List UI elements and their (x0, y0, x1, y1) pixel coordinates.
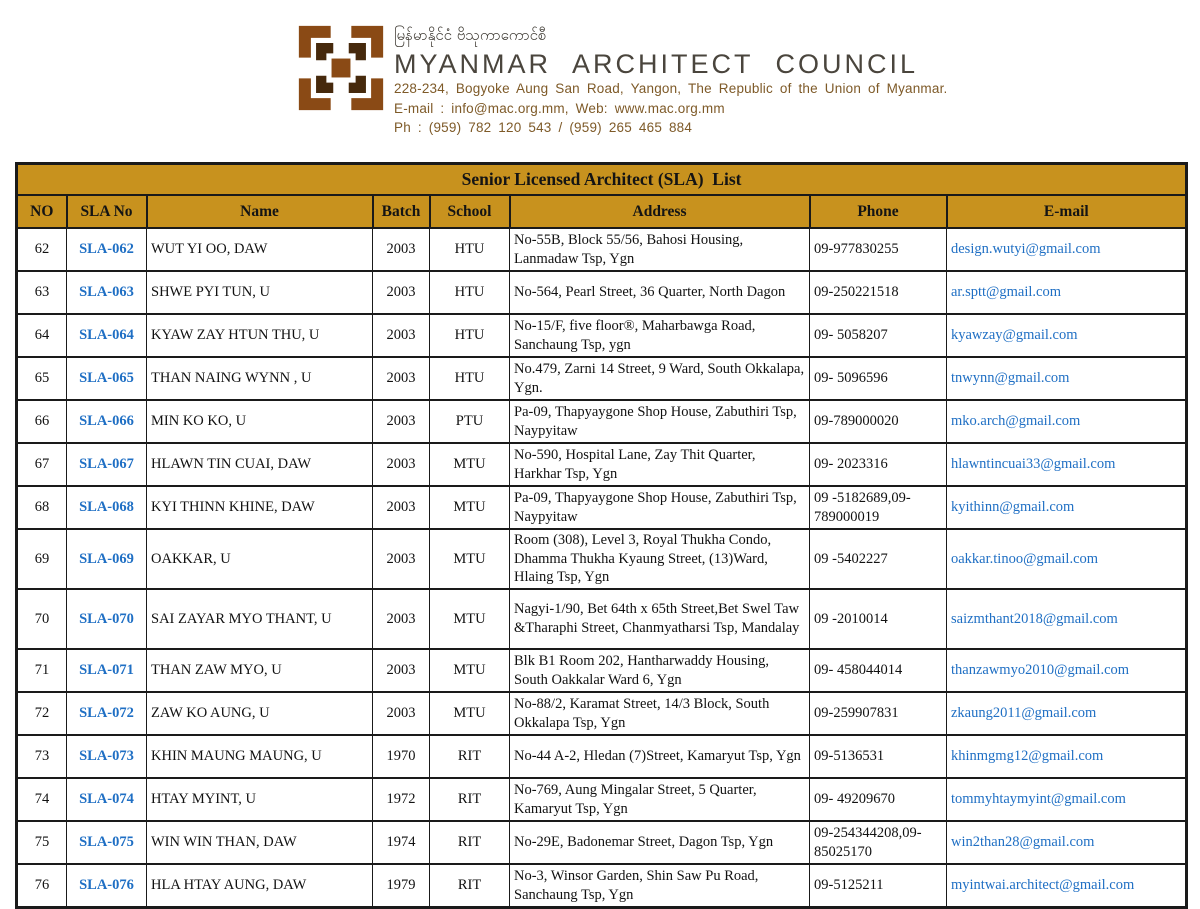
cell-name: HLA HTAY AUNG, DAW (147, 864, 373, 908)
cell-batch: 2003 (373, 589, 430, 649)
cell-address: No-590, Hospital Lane, Zay Thit Quarter, Harkhar Tsp, Ygn (510, 443, 810, 486)
cell-no: 70 (17, 589, 67, 649)
cell-name: SHWE PYI TUN, U (147, 271, 373, 314)
letterhead (298, 22, 948, 137)
cell-no: 71 (17, 649, 67, 692)
sla-table-body (17, 228, 1187, 908)
table-row (17, 589, 1187, 649)
cell-sla-no (67, 271, 147, 314)
sla-no-link[interactable]: SLA-063 (79, 284, 134, 301)
email-link[interactable]: kyithinn@gmail.com (951, 499, 1075, 516)
cell-batch: 1970 (373, 735, 430, 778)
cell-school: RIT (430, 864, 510, 908)
cell-sla-no (67, 735, 147, 778)
cell-address: No.479, Zarni 14 Street, 9 Ward, South Okkalapa, Ygn. (510, 357, 810, 400)
email-link[interactable]: design.wutyi@gmail.com (951, 241, 1101, 258)
cell-school: RIT (430, 778, 510, 821)
cell-name: KYAW ZAY HTUN THU, U (147, 314, 373, 357)
sla-no-link[interactable]: SLA-071 (79, 662, 134, 679)
cell-address: No-769, Aung Mingalar Street, 5 Quarter, Kamaryut Tsp, Ygn (510, 778, 810, 821)
cell-no: 72 (17, 692, 67, 735)
cell-phone: 09- 5096596 (810, 357, 947, 400)
cell-phone: 09 -5182689,09-789000019 (810, 486, 947, 529)
column-header-name: Name (147, 195, 373, 228)
cell-school: MTU (430, 589, 510, 649)
table-row (17, 486, 1187, 529)
cell-sla-no (67, 589, 147, 649)
table-row (17, 228, 1187, 271)
email-link[interactable]: mko.arch@gmail.com (951, 413, 1081, 430)
sla-no-link[interactable]: SLA-066 (79, 413, 134, 430)
cell-batch: 2003 (373, 443, 430, 486)
cell-address: No-3, Winsor Garden, Shin Saw Pu Road, Sanchaung Tsp, Ygn (510, 864, 810, 908)
cell-phone: 09 -2010014 (810, 589, 947, 649)
sla-no-link[interactable]: SLA-073 (79, 748, 134, 765)
cell-no: 74 (17, 778, 67, 821)
mac-logo-icon (298, 25, 384, 111)
org-address: 228-234, Bogyoke Aung San Road, Yangon, The Republic of the Union of Myanmar. (394, 81, 948, 97)
cell-email (947, 864, 1187, 908)
cell-sla-no (67, 228, 147, 271)
cell-address: Blk B1 Room 202, Hantharwaddy Housing, South Oakkalar Ward 6, Ygn (510, 649, 810, 692)
sla-no-link[interactable]: SLA-067 (79, 456, 134, 473)
cell-phone: 09-250221518 (810, 271, 947, 314)
sla-no-link[interactable]: SLA-068 (79, 499, 134, 516)
table-title: Senior Licensed Architect (SLA) List (17, 164, 1187, 196)
cell-phone: 09-5125211 (810, 864, 947, 908)
cell-address: No-44 A-2, Hledan (7)Street, Kamaryut Tsp, Ygn (510, 735, 810, 778)
cell-no: 65 (17, 357, 67, 400)
email-link[interactable]: oakkar.tinoo@gmail.com (951, 550, 1099, 567)
cell-batch: 2003 (373, 692, 430, 735)
table-row (17, 357, 1187, 400)
cell-email (947, 649, 1187, 692)
cell-name: WIN WIN THAN, DAW (147, 821, 373, 864)
table-header-row (17, 195, 1187, 228)
table-row (17, 864, 1187, 908)
cell-name: SAI ZAYAR MYO THANT, U (147, 589, 373, 649)
cell-name: THAN NAING WYNN , U (147, 357, 373, 400)
table-title-row (17, 164, 1187, 196)
cell-address: No-564, Pearl Street, 36 Quarter, North Dagon (510, 271, 810, 314)
cell-school: HTU (430, 314, 510, 357)
letterhead-text (394, 22, 948, 137)
cell-sla-no (67, 400, 147, 443)
cell-phone: 09- 458044014 (810, 649, 947, 692)
cell-address: Room (308), Level 3, Royal Thukha Condo, Dhamma Thukha Kyaung Street, (13)Ward, Hlaing Tsp, Ygn (510, 529, 810, 589)
email-link[interactable]: hlawntincuai33@gmail.com (951, 456, 1116, 473)
cell-sla-no (67, 649, 147, 692)
cell-name: KHIN MAUNG MAUNG, U (147, 735, 373, 778)
cell-email (947, 357, 1187, 400)
cell-school: MTU (430, 649, 510, 692)
email-link[interactable]: tnwynn@gmail.com (951, 370, 1070, 387)
cell-address: Nagyi-1/90, Bet 64th x 65th Street,Bet Swel Taw &Tharaphi Street, Chanmyatharsi Tsp, Mandalay (510, 589, 810, 649)
cell-name: OAKKAR, U (147, 529, 373, 589)
cell-school: MTU (430, 486, 510, 529)
sla-no-link[interactable]: SLA-062 (79, 241, 134, 258)
cell-phone: 09- 2023316 (810, 443, 947, 486)
cell-name: HTAY MYINT, U (147, 778, 373, 821)
cell-address: No-55B, Block 55/56, Bahosi Housing, Lanmadaw Tsp, Ygn (510, 228, 810, 271)
sla-no-link[interactable]: SLA-075 (79, 834, 134, 851)
column-header-address: Address (510, 195, 810, 228)
table-row (17, 692, 1187, 735)
cell-email (947, 400, 1187, 443)
sla-no-link[interactable]: SLA-074 (79, 791, 134, 808)
cell-name: WUT YI OO, DAW (147, 228, 373, 271)
cell-school: HTU (430, 357, 510, 400)
cell-sla-no (67, 486, 147, 529)
cell-email (947, 443, 1187, 486)
org-contact: E-mail : info@mac.org.mm, Web: www.mac.org.mm (394, 100, 725, 116)
email-link[interactable]: khinmgmg12@gmail.com (951, 748, 1104, 765)
cell-batch: 1979 (373, 864, 430, 908)
cell-school: MTU (430, 529, 510, 589)
cell-phone: 09- 49209670 (810, 778, 947, 821)
table-row (17, 443, 1187, 486)
email-link[interactable]: kyawzay@gmail.com (951, 327, 1078, 344)
cell-no: 69 (17, 529, 67, 589)
cell-no: 73 (17, 735, 67, 778)
sla-no-link[interactable]: SLA-072 (79, 705, 134, 722)
sla-no-link[interactable]: SLA-065 (79, 370, 134, 387)
cell-sla-no (67, 529, 147, 589)
cell-no: 68 (17, 486, 67, 529)
cell-batch: 2003 (373, 400, 430, 443)
sla-table (15, 162, 1188, 909)
cell-address: No-15/F, five floor®, Maharbawga Road, Sanchaung Tsp, ygn (510, 314, 810, 357)
cell-batch: 2003 (373, 228, 430, 271)
cell-sla-no (67, 314, 147, 357)
email-link[interactable]: ar.sptt@gmail.com (951, 284, 1062, 301)
cell-email (947, 778, 1187, 821)
cell-school: MTU (430, 443, 510, 486)
cell-phone: 09- 5058207 (810, 314, 947, 357)
table-row (17, 649, 1187, 692)
cell-batch: 2003 (373, 649, 430, 692)
cell-batch: 2003 (373, 486, 430, 529)
column-header-batch: Batch (373, 195, 430, 228)
cell-phone: 09-259907831 (810, 692, 947, 735)
cell-no: 63 (17, 271, 67, 314)
sla-no-link[interactable]: SLA-069 (79, 550, 134, 567)
cell-phone: 09-254344208,09-85025170 (810, 821, 947, 864)
cell-school: HTU (430, 271, 510, 314)
column-header-sla-no: SLA No (67, 195, 147, 228)
column-header-school: School (430, 195, 510, 228)
sla-no-link[interactable]: SLA-064 (79, 327, 134, 344)
cell-name: KYI THINN KHINE, DAW (147, 486, 373, 529)
org-name: MYANMAR ARCHITECT COUNCIL (394, 49, 919, 79)
table-row (17, 400, 1187, 443)
sla-no-link[interactable]: SLA-070 (79, 610, 134, 627)
cell-phone: 09 -5402227 (810, 529, 947, 589)
cell-name: THAN ZAW MYO, U (147, 649, 373, 692)
cell-batch: 2003 (373, 529, 430, 589)
table-row (17, 778, 1187, 821)
cell-address: Pa-09, Thapyaygone Shop House, Zabuthiri Tsp, Naypyitaw (510, 400, 810, 443)
cell-sla-no (67, 778, 147, 821)
cell-phone: 09-977830255 (810, 228, 947, 271)
cell-sla-no (67, 692, 147, 735)
cell-sla-no (67, 357, 147, 400)
table-row (17, 271, 1187, 314)
table-row (17, 735, 1187, 778)
cell-phone: 09-5136531 (810, 735, 947, 778)
cell-email (947, 314, 1187, 357)
cell-batch: 2003 (373, 357, 430, 400)
cell-email (947, 529, 1187, 589)
cell-batch: 2003 (373, 314, 430, 357)
table-row (17, 314, 1187, 357)
email-link[interactable]: zkaung2011@gmail.com (951, 705, 1097, 722)
cell-email (947, 692, 1187, 735)
email-link[interactable]: win2than28@gmail.com (951, 834, 1095, 851)
cell-address: Pa-09, Thapyaygone Shop House, Zabuthiri Tsp, Naypyitaw (510, 486, 810, 529)
cell-sla-no (67, 443, 147, 486)
cell-address: No-88/2, Karamat Street, 14/3 Block, South Okkalapa Tsp, Ygn (510, 692, 810, 735)
email-link[interactable]: saizmthant2018@gmail.com (951, 610, 1118, 627)
email-link[interactable]: thanzawmyo2010@gmail.com (951, 662, 1130, 679)
cell-school: MTU (430, 692, 510, 735)
cell-email (947, 271, 1187, 314)
cell-batch: 2003 (373, 271, 430, 314)
cell-address: No-29E, Badonemar Street, Dagon Tsp, Ygn (510, 821, 810, 864)
cell-school: RIT (430, 735, 510, 778)
email-link[interactable]: myintwai.architect@gmail.com (951, 877, 1135, 894)
cell-email (947, 486, 1187, 529)
cell-no: 66 (17, 400, 67, 443)
cell-no: 62 (17, 228, 67, 271)
cell-batch: 1972 (373, 778, 430, 821)
cell-batch: 1974 (373, 821, 430, 864)
cell-name: HLAWN TIN CUAI, DAW (147, 443, 373, 486)
cell-name: MIN KO KO, U (147, 400, 373, 443)
cell-email (947, 228, 1187, 271)
email-link[interactable]: tommyhtaymyint@gmail.com (951, 791, 1126, 808)
sla-no-link[interactable]: SLA-076 (79, 877, 134, 894)
column-header-phone: Phone (810, 195, 947, 228)
cell-email (947, 735, 1187, 778)
cell-email (947, 821, 1187, 864)
cell-email (947, 589, 1187, 649)
table-row (17, 529, 1187, 589)
org-phone: Ph : (959) 782 120 543 / (959) 265 465 884 (394, 120, 693, 136)
cell-no: 76 (17, 864, 67, 908)
cell-phone: 09-789000020 (810, 400, 947, 443)
cell-school: PTU (430, 400, 510, 443)
column-header-email: E-mail (947, 195, 1187, 228)
org-name-burmese: မြန်မာနိုင်ငံ ဗိသုကာကောင်စီ (394, 26, 547, 44)
cell-sla-no (67, 821, 147, 864)
column-header-no: NO (17, 195, 67, 228)
cell-name: ZAW KO AUNG, U (147, 692, 373, 735)
cell-no: 75 (17, 821, 67, 864)
cell-school: RIT (430, 821, 510, 864)
table-row (17, 821, 1187, 864)
cell-sla-no (67, 864, 147, 908)
cell-no: 64 (17, 314, 67, 357)
cell-no: 67 (17, 443, 67, 486)
cell-school: HTU (430, 228, 510, 271)
